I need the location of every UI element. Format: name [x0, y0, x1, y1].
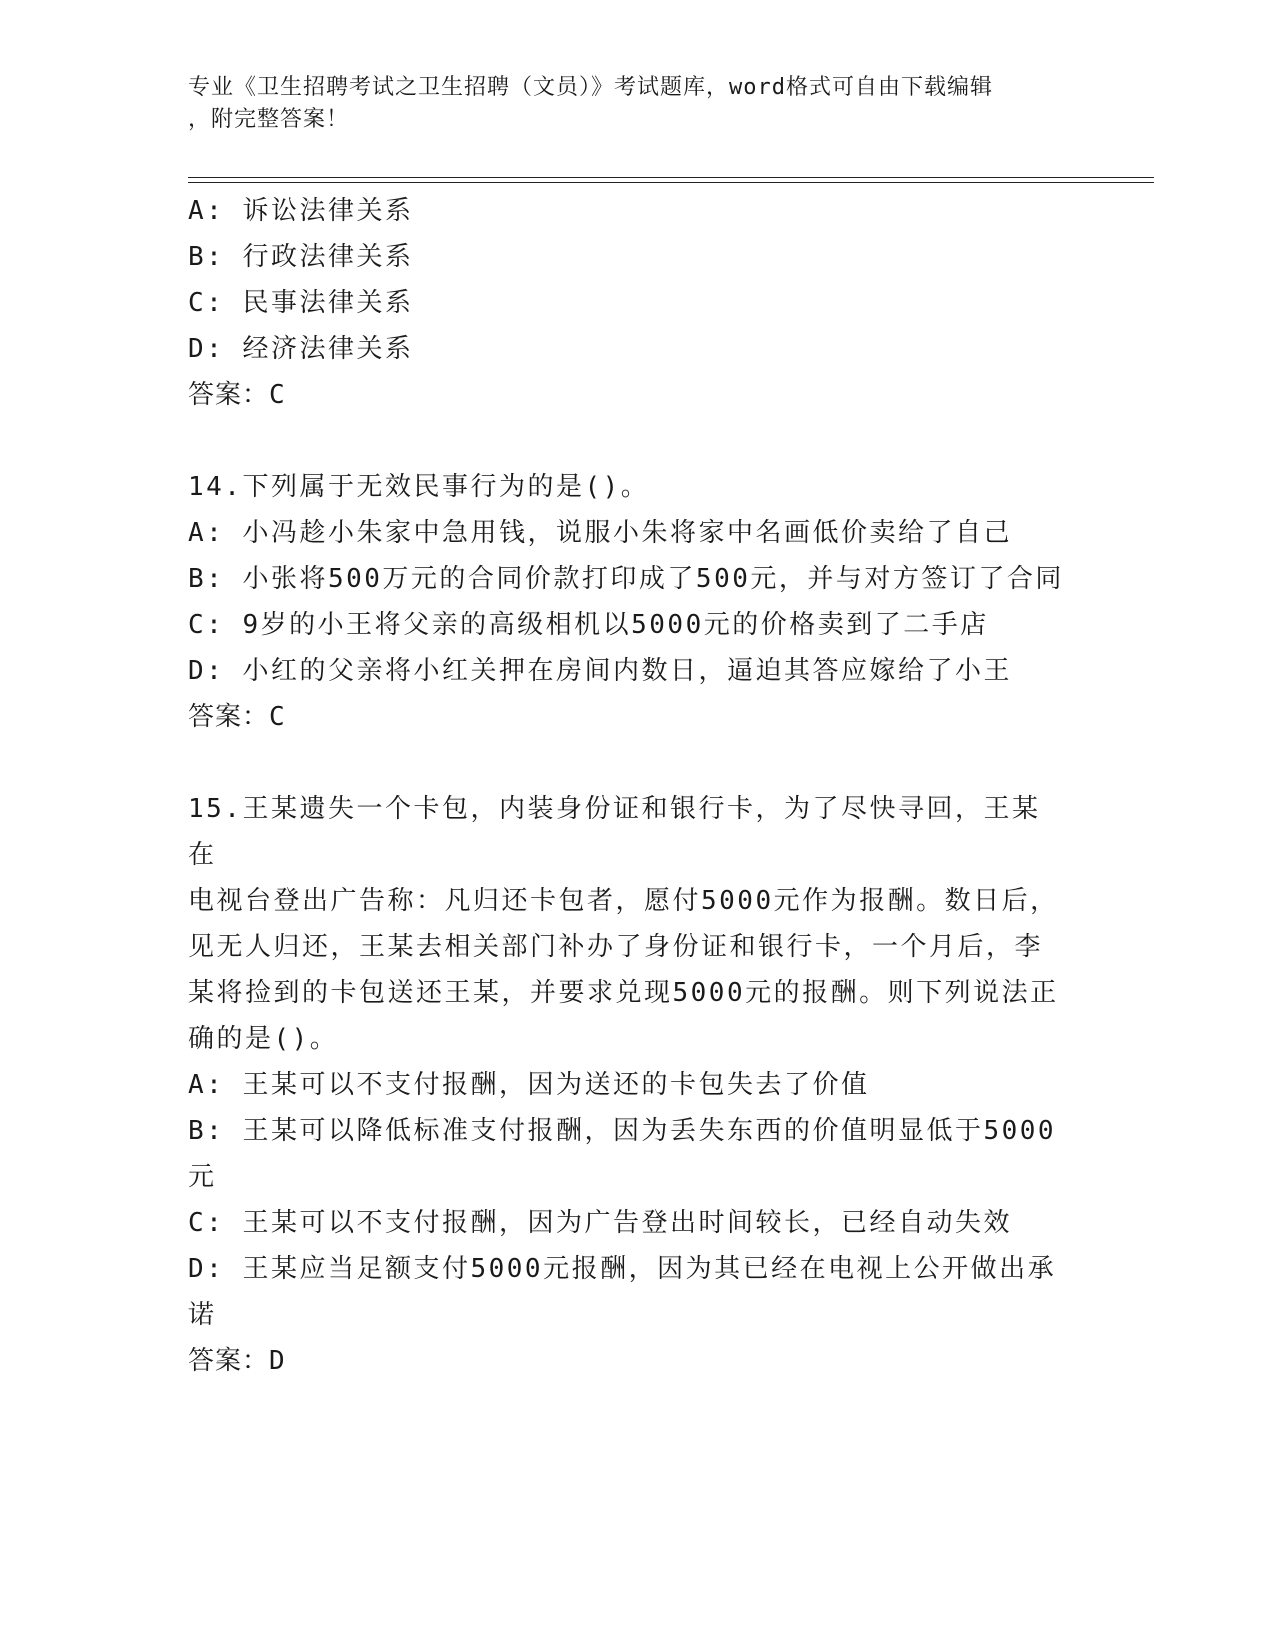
spacer — [188, 418, 1068, 464]
spacer — [188, 740, 1068, 786]
option-d: D: 经济法律关系 — [188, 334, 414, 364]
option-b: B: 小张将500万元的合同价款打印成了500元，并与对方签订了合同 — [188, 564, 1064, 594]
question-15-stem — [188, 786, 1068, 1062]
question-content — [188, 188, 1068, 1384]
option-c: C: 民事法律关系 — [188, 288, 414, 318]
option-d: D: 王某应当足额支付5000元报酬，因为其已经在电视上公开做出承 — [188, 1254, 1057, 1284]
question-13-options — [188, 188, 1068, 372]
question-13-answer: 答案：C — [188, 380, 286, 410]
header-divider-top — [188, 177, 1154, 178]
question-14-options — [188, 510, 1068, 694]
option-b: B: 王某可以降低标准支付报酬，因为丢失东西的价值明显低于5000 — [188, 1116, 1057, 1146]
document-header — [188, 72, 1068, 136]
option-a: A: 小冯趁小朱家中急用钱，说服小朱将家中名画低价卖给了自己 — [188, 518, 1012, 548]
question-14-answer: 答案：C — [188, 702, 286, 732]
header-divider-bottom — [188, 182, 1154, 183]
option-a: A: 诉讼法律关系 — [188, 196, 414, 226]
question-14-stem: 14.下列属于无效民事行为的是()。 — [188, 472, 650, 502]
option-c: C: 王某可以不支付报酬，因为广告登出时间较长，已经自动失效 — [188, 1208, 1012, 1238]
question-15-answer: 答案：D — [188, 1346, 286, 1376]
stem-line: 见无人归还，王某去相关部门补办了身份证和银行卡，一个月后，李 — [188, 932, 1044, 962]
header-line-1: 专业《卫生招聘考试之卫生招聘（文员）》考试题库，word格式可自由下载编辑 — [188, 75, 993, 100]
header-line-2: ，附完整答案！ — [188, 107, 350, 132]
option-a: A: 王某可以不支付报酬，因为送还的卡包失去了价值 — [188, 1070, 870, 1100]
question-15-options — [188, 1062, 1068, 1338]
option-b: B: 行政法律关系 — [188, 242, 414, 272]
option-d: D: 小红的父亲将小红关押在房间内数日，逼迫其答应嫁给了小王 — [188, 656, 1012, 686]
stem-line: 15.王某遗失一个卡包，内装身份证和银行卡，为了尽快寻回，王某在 — [188, 794, 1041, 870]
stem-line: 某将捡到的卡包送还王某，并要求兑现5000元的报酬。则下列说法正 — [188, 978, 1059, 1008]
option-d-continued: 诺 — [188, 1300, 217, 1330]
stem-line: 电视台登出广告称：凡归还卡包者，愿付5000元作为报酬。数日后， — [188, 886, 1059, 916]
option-c: C: 9岁的小王将父亲的高级相机以5000元的价格卖到了二手店 — [188, 610, 989, 640]
stem-line: 确的是()。 — [188, 1024, 339, 1054]
option-b-continued: 元 — [188, 1162, 217, 1192]
